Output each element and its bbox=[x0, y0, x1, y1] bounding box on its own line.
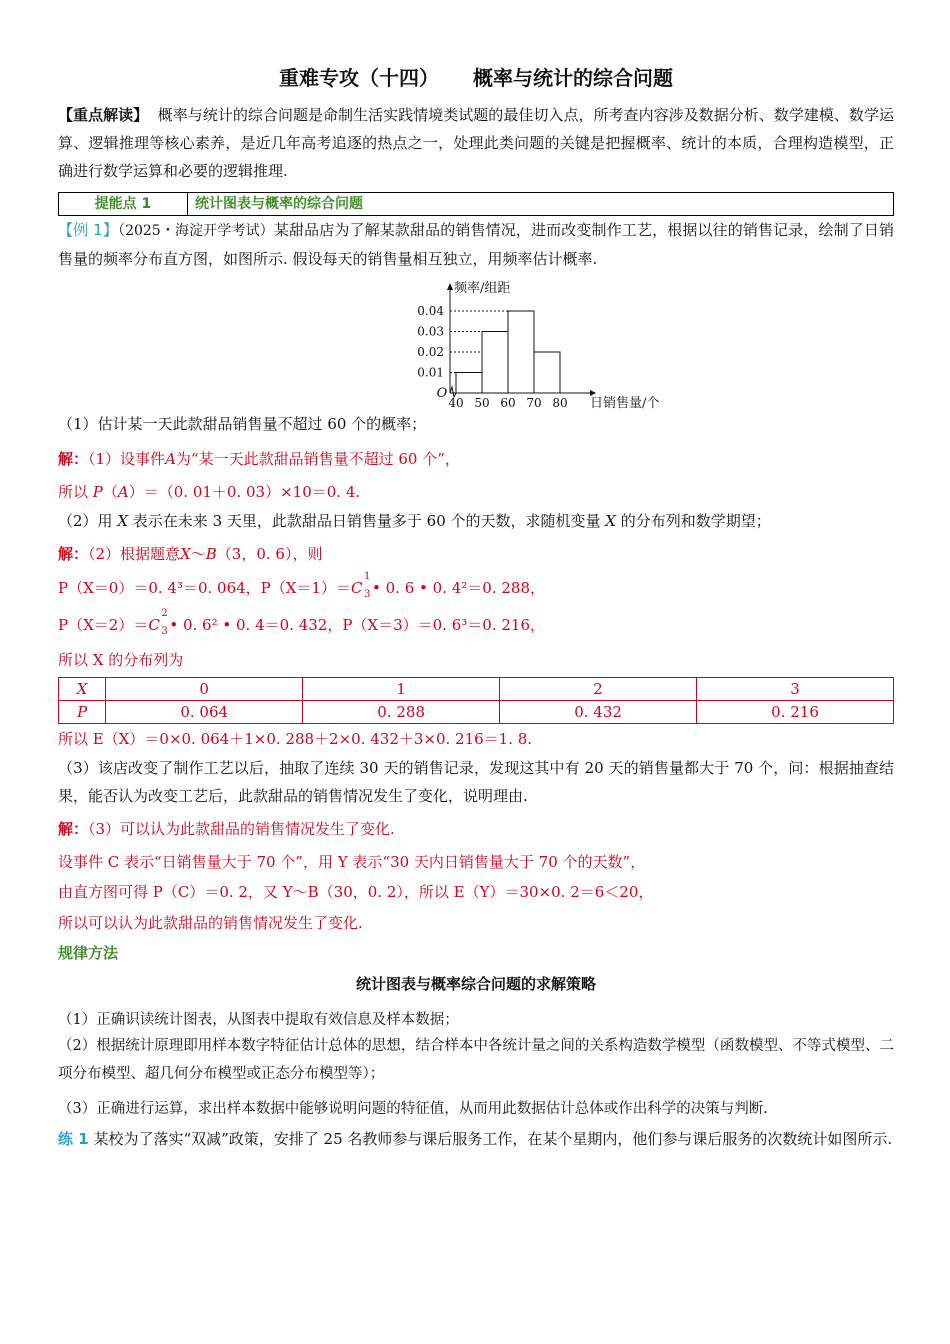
x-tick-label: 60 bbox=[500, 396, 516, 410]
histogram-chart bbox=[352, 280, 672, 410]
solution-head: 解： bbox=[58, 450, 89, 468]
table-cell: 1 bbox=[303, 678, 500, 701]
method-label: 规律方法 bbox=[58, 944, 119, 962]
x-tick-label: 80 bbox=[552, 396, 568, 410]
q2-a: （2）用 bbox=[58, 512, 113, 530]
solution-3-line1 bbox=[58, 818, 395, 839]
table-cell: 0 bbox=[106, 678, 303, 701]
comb-c: C bbox=[148, 616, 160, 634]
method-point-1: （1）正确识读统计图表，从图表中提取有效信息及样本数据； bbox=[58, 1012, 459, 1028]
title-part1: 重难专攻（十四） bbox=[279, 66, 439, 90]
histogram-bar bbox=[482, 332, 508, 394]
histogram-bar bbox=[534, 352, 560, 393]
comb-sub: 3 bbox=[161, 626, 168, 637]
y-tick-label: 0.04 bbox=[417, 304, 444, 318]
comb-sup: 2 bbox=[161, 608, 168, 619]
keypoint-header bbox=[58, 192, 894, 216]
solution-head: 解： bbox=[58, 820, 89, 838]
keypoint-title: 统计图表与概率的综合问题 bbox=[195, 196, 363, 212]
y-tick-label: 0.03 bbox=[417, 324, 444, 339]
solution-2-line3 bbox=[58, 608, 545, 637]
table-cell: 2 bbox=[500, 678, 697, 701]
table-cell: 0. 288 bbox=[303, 701, 500, 724]
s1-e: ）＝（0. 01＋0. 03）×10＝0. 4. bbox=[128, 483, 361, 501]
table-cell: 0. 064 bbox=[106, 701, 303, 724]
distribution-table bbox=[58, 677, 894, 724]
intro-label: 【重点解读】 bbox=[58, 106, 149, 124]
question-3: （3）该店改变了制作工艺以后，抽取了连续 30 天的销售记录，发现这其中有 20 天的销售量都大于 70 个，问：根据抽查结果，能否认为改变工艺后，此款甜品的销售情况发生了变化，说明理由. bbox=[58, 759, 894, 805]
comb-sup: 1 bbox=[363, 571, 371, 582]
question-1: （1）估计某一天此款甜品销售量不超过 60 个的概率； bbox=[58, 415, 427, 433]
s1-d: （ bbox=[102, 483, 118, 501]
page-title bbox=[58, 62, 894, 91]
table-cell: P bbox=[59, 701, 106, 724]
title-part2: 概率与统计的综合问题 bbox=[473, 66, 673, 90]
question-2: （2）用 X 表示在未来 3 天里，此款甜品日销售量多于 60 个的天数，求随机变量 X 的分布列和数学期望； bbox=[58, 512, 771, 530]
solution-head: 解： bbox=[58, 545, 89, 563]
table-row bbox=[59, 678, 894, 701]
distribution-intro: 所以 X 的分布列为 bbox=[58, 651, 184, 669]
intro-paragraph bbox=[58, 101, 894, 185]
s2-a: （2）根据题意 bbox=[88, 545, 181, 563]
prob-x0: P（X＝0）＝0. 4³＝0. 064，P（X＝1）＝ bbox=[58, 579, 351, 597]
q2-b: 表示在未来 3 天里，此款甜品日销售量多于 60 个的天数，求随机变量 bbox=[132, 512, 601, 530]
x-tick-label: 50 bbox=[474, 396, 490, 410]
origin-label: O bbox=[436, 386, 448, 401]
x-tick-label: 70 bbox=[526, 396, 542, 410]
practice-1 bbox=[58, 1125, 894, 1153]
prob-x2: P（X＝2）＝ bbox=[58, 616, 149, 634]
solution-1-line1: 解：（1）设事件A为“某一天此款甜品销售量不超过 60 个”， bbox=[58, 450, 460, 468]
s3-l1: （3）可以认为此款甜品的销售情况发生了变化. bbox=[88, 820, 395, 838]
example-source: （2025・海淀开学考试） bbox=[117, 223, 274, 239]
comb-c: C bbox=[350, 579, 363, 597]
combination-c32 bbox=[148, 608, 168, 637]
expectation-line: 所以 E（X）＝0×0. 064＋1×0. 288＋2×0. 432＋3×0. 216＝1. 8. bbox=[58, 730, 533, 748]
y-tick-label: 0.01 bbox=[417, 365, 444, 380]
combination-c31 bbox=[350, 571, 371, 600]
q2-c: 的分布列和数学期望； bbox=[620, 512, 771, 530]
histogram-bar bbox=[456, 373, 482, 394]
practice-text: 某校为了落实“双减”政策，安排了 25 名教师参与课后服务工作，在某个星期内，他们参与课后服务的次数统计如图所示. bbox=[93, 1130, 893, 1148]
prob-x1: • 0. 6 • 0. 4²＝0. 288， bbox=[372, 579, 545, 597]
s1-b: 为“某一天此款甜品销售量不超过 60 个”， bbox=[175, 450, 460, 468]
keypoint-label: 提能点 1 bbox=[59, 193, 188, 215]
histogram-bar bbox=[508, 311, 534, 393]
s2-b: ～ bbox=[190, 545, 206, 563]
example-1 bbox=[58, 216, 894, 273]
prob-x3: • 0. 6² • 0. 4＝0. 432，P（X＝3）＝0. 6³＝0. 216， bbox=[169, 616, 545, 634]
solution-3-line4: 所以可以认为此款甜品的销售情况发生了变化. bbox=[58, 914, 363, 932]
solution-2-line1: 解：（2）根据题意X～B（3，0. 6），则 bbox=[58, 545, 323, 563]
solution-2-line2 bbox=[58, 571, 545, 600]
method-point-3: （3）正确进行运算，求出样本数据中能够说明问题的特征值，从而用此数据估计总体或作出科学的决策与判断. bbox=[58, 1101, 768, 1117]
solution-3-line2: 设事件 C 表示“日销售量大于 70 个”，用 Y 表示“30 天内日销售量大于 70 个的天数”， bbox=[58, 853, 646, 871]
table-cell: 0. 432 bbox=[500, 701, 697, 724]
table-cell: 3 bbox=[697, 678, 894, 701]
solution-1-line2: 所以 P（A）＝（0. 01＋0. 03）×10＝0. 4. bbox=[58, 483, 361, 501]
method-title: 统计图表与概率综合问题的求解策略 bbox=[355, 975, 596, 993]
comb-sub: 3 bbox=[363, 589, 371, 600]
example-tag: 【例 1】 bbox=[58, 221, 118, 239]
table-row bbox=[59, 701, 894, 724]
s2-c: （3，0. 6），则 bbox=[216, 545, 323, 563]
s1-a: （1）设事件 bbox=[88, 450, 166, 468]
table-cell: X bbox=[59, 678, 106, 701]
x-tick-label: 40 bbox=[448, 396, 464, 410]
practice-label: 练 1 bbox=[58, 1130, 89, 1148]
table-cell: 0. 216 bbox=[697, 701, 894, 724]
example-text: 某甜品店为了解某款甜品的销售情况，进而改变制作工艺，根据以往的销售记录，绘制了日销售量的频率分布直方图，如图所示. 假设每天的销售量相互独立，用频率估计概率. bbox=[58, 221, 894, 268]
intro-text: 概率与统计的综合问题是命制生活实践情境类试题的最佳切入点，所考查内容涉及数据分析、数学建模、数学运算、逻辑推理等核心素养，是近几年高考追逐的热点之一，处理此类问题的关键是把握概率、统计的本质，合理构造模型，正确进行数学运算和必要的逻辑推理. bbox=[58, 106, 894, 180]
x-axis-label: 日销售量/个 bbox=[590, 396, 660, 410]
s1-c: 所以 bbox=[58, 483, 89, 501]
method-point-2: （2）根据统计原理即用样本数字特征估计总体的思想，结合样本中各统计量之间的关系构造数学模型（函数模型、不等式模型、二项分布模型、超几何分布模型或正态分布模型等）； bbox=[58, 1038, 894, 1082]
y-tick-label: 0.02 bbox=[417, 345, 444, 359]
y-axis-label: 频率/组距 bbox=[454, 281, 511, 296]
y-axis-arrow bbox=[447, 283, 453, 290]
solution-3-line3: 由直方图可得 P（C）＝0. 2，又 Y～B（30，0. 2），所以 E（Y）＝30×0. 2＝6＜20， bbox=[58, 883, 654, 901]
